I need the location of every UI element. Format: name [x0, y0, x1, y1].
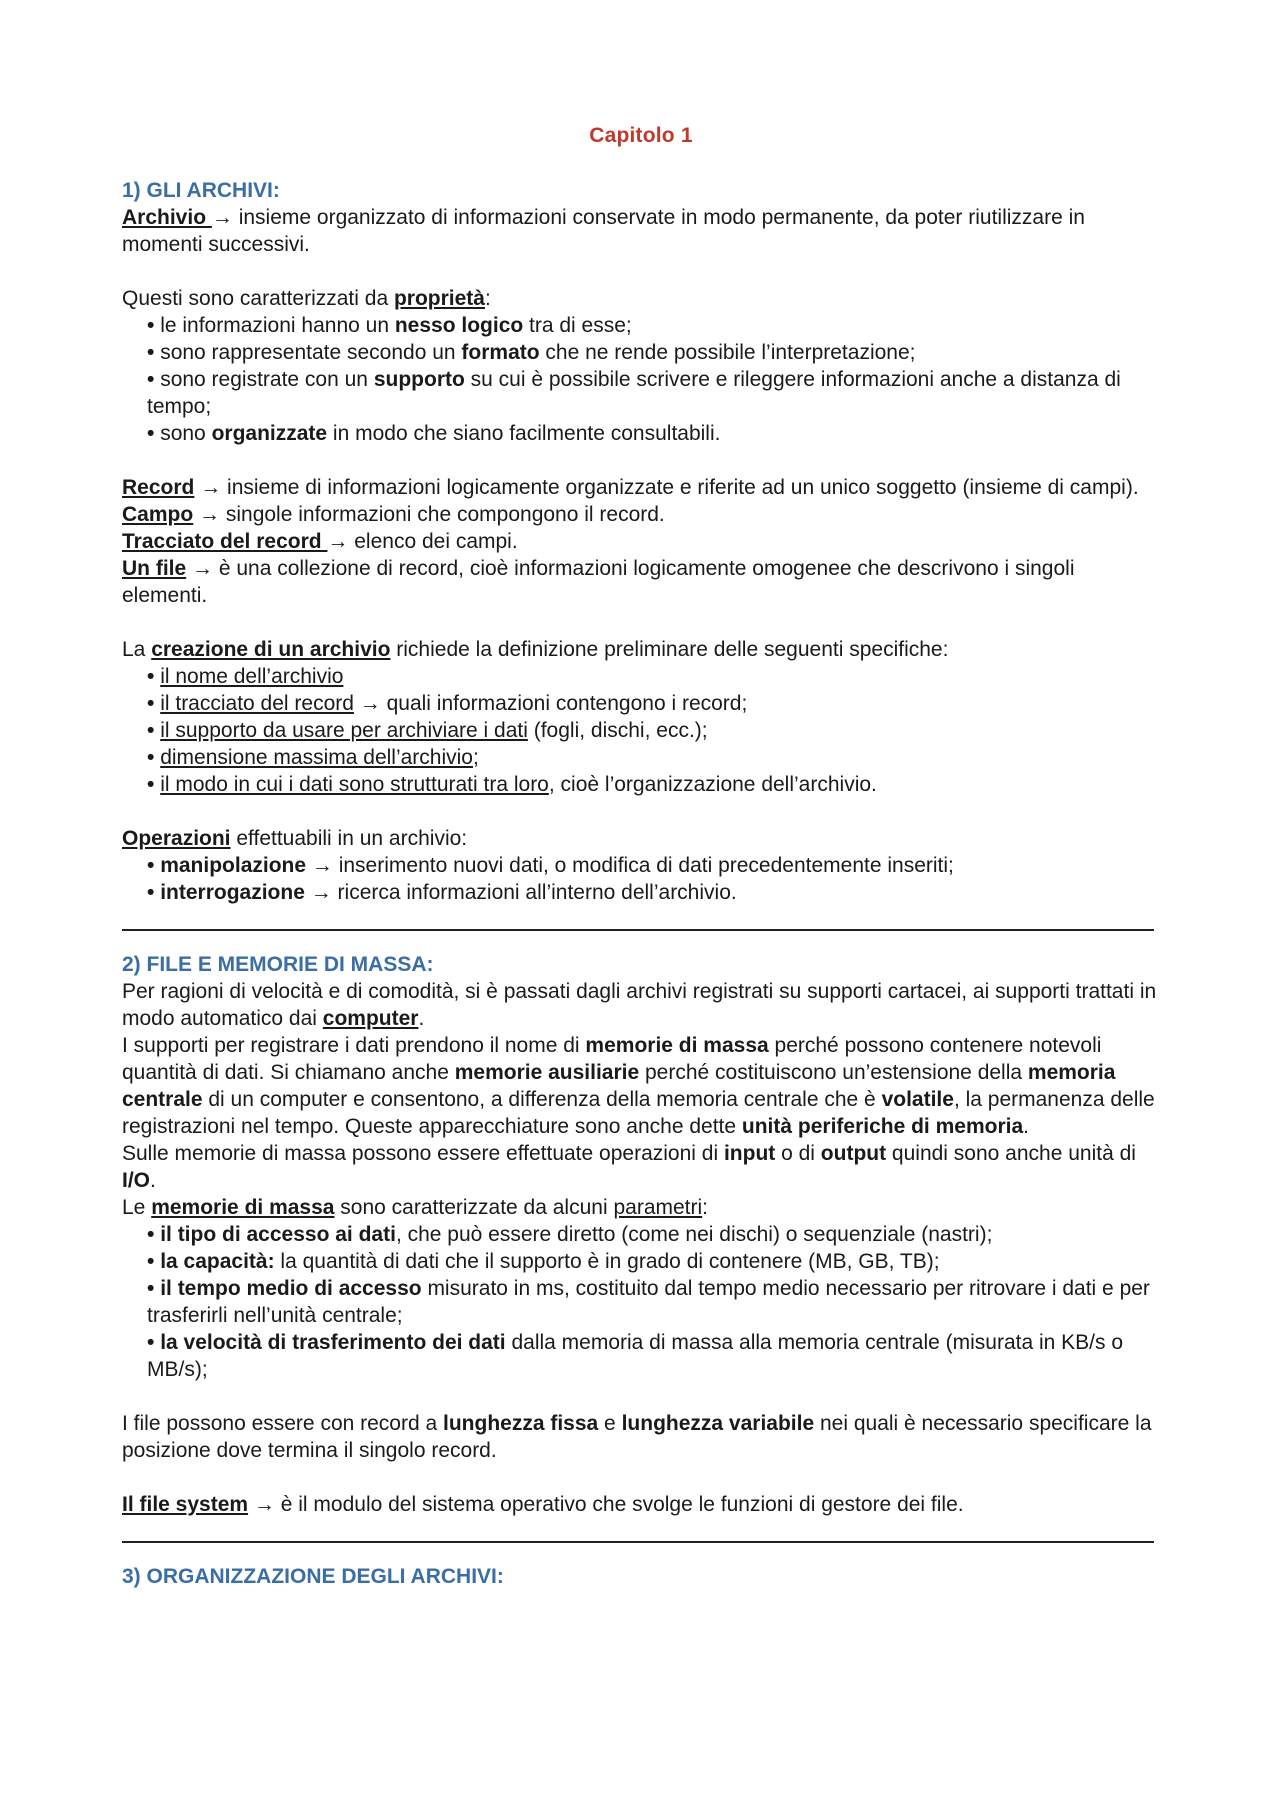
- property-text: sono: [160, 422, 212, 445]
- keyword: unità periferiche di memoria: [741, 1115, 1024, 1138]
- creation-pre: La: [122, 638, 152, 661]
- keyword: lunghezza fissa: [443, 1412, 599, 1435]
- p4-c: sono caratterizzate da alcuni: [334, 1196, 614, 1219]
- file-system-definition: [122, 1491, 1160, 1518]
- term-proprieta: proprietà: [393, 287, 485, 310]
- bullet-glyph: •: [147, 341, 161, 364]
- keyword: I/O: [122, 1169, 151, 1192]
- specification-term: il tracciato del record: [160, 692, 354, 715]
- text-run: Sulle memorie di massa possono essere effettuate operazioni di: [122, 1142, 724, 1165]
- definition-term: Record: [122, 476, 195, 499]
- bullet-glyph: •: [147, 1331, 161, 1354]
- property-text: tra di esse;: [523, 314, 632, 337]
- text-run: I supporti per registrare i dati prendono il nome di: [122, 1034, 586, 1057]
- property-text: che ne rende possibile l’interpretazione;: [539, 341, 916, 364]
- specification-item: [122, 771, 1160, 798]
- parameter-text: dalla memoria di massa alla memoria centrale (misurata in KB/s o MB/s);: [147, 1331, 1124, 1381]
- parameter-item: [122, 1248, 1160, 1275]
- text-run: o di: [775, 1142, 821, 1165]
- bullet-glyph: •: [147, 1223, 161, 1246]
- p4-a: Le: [122, 1196, 152, 1219]
- keyword: volatile: [881, 1088, 954, 1111]
- parameter-item: [122, 1221, 1160, 1248]
- term-file-system: Il file system: [122, 1493, 249, 1516]
- definition-text: → singole informazioni che compongono il record.: [193, 503, 665, 526]
- section-1-title: 1) GLI ARCHIVI:: [122, 179, 280, 202]
- bullet-glyph: •: [147, 368, 161, 391]
- specification-text: , cioè l’organizzazione dell’archivio.: [548, 773, 877, 796]
- text-run: .: [150, 1169, 156, 1192]
- property-keyword: formato: [461, 341, 540, 364]
- section-divider-2: [122, 1541, 1154, 1543]
- term-creazione: creazione di un archivio: [151, 638, 391, 661]
- bullet-glyph: •: [147, 1277, 161, 1300]
- text-run: .: [1023, 1115, 1029, 1138]
- operations-intro: [122, 825, 1160, 852]
- property-item: [122, 339, 1160, 366]
- definition-text: → insieme di informazioni logicamente organizzate e riferite ad un unico soggetto (insieme di campi).: [194, 476, 1139, 499]
- parameter-text: misurato in ms, costituito dal tempo medio necessario per ritrovare i dati e per trasferirli nell’unità centrale;: [147, 1277, 1150, 1327]
- property-keyword: organizzate: [211, 422, 328, 445]
- definition-item: [122, 528, 1160, 555]
- bullet-glyph: •: [147, 314, 161, 337]
- specification-item: [122, 717, 1160, 744]
- section-2-title: 2) FILE E MEMORIE DI MASSA:: [122, 953, 434, 976]
- definition-item: [122, 555, 1160, 609]
- definitions-list: [122, 474, 1160, 609]
- definition-term: Un file: [122, 557, 187, 580]
- parameter-term: la capacità:: [160, 1250, 275, 1273]
- parameter-term: il tipo di accesso ai dati: [160, 1223, 396, 1246]
- operations-post: effettuabili in un archivio:: [230, 827, 468, 850]
- definition-term: Campo: [122, 503, 194, 526]
- term-memorie-di-massa: memorie di massa: [151, 1196, 335, 1219]
- keyword: memorie ausiliarie: [454, 1061, 640, 1084]
- keyword: memorie di massa: [585, 1034, 769, 1057]
- definition-item: [122, 501, 1160, 528]
- operation-text: → ricerca informazioni all’interno dell’archivio.: [304, 881, 737, 904]
- definition-term: Tracciato del record: [122, 530, 328, 553]
- property-text: le informazioni hanno un: [160, 314, 395, 337]
- property-text: su cui è possibile scrivere e rileggere informazioni anche a distanza di tempo;: [147, 368, 1121, 418]
- specifications-list: [122, 663, 1160, 798]
- properties-intro: [122, 285, 1160, 312]
- keyword: input: [723, 1142, 776, 1165]
- specification-item: [122, 663, 1160, 690]
- archivio-definition: [122, 204, 1160, 258]
- text-run: di un computer e consentono, a differenza della memoria centrale che è: [202, 1088, 882, 1111]
- parameter-text: la quantità di dati che il supporto è in grado di contenere (MB, GB, TB);: [274, 1250, 940, 1273]
- property-item: [122, 312, 1160, 339]
- p1-end: .: [418, 1007, 425, 1030]
- text-run: nei quali è necessario specificare la posizione dove termina il singolo record.: [122, 1412, 1152, 1462]
- specification-term: il modo in cui i dati sono strutturati tra loro: [160, 773, 549, 796]
- properties-colon: :: [484, 287, 491, 310]
- parameter-term: la velocità di trasferimento dei dati: [160, 1331, 506, 1354]
- creation-post: richiede la definizione preliminare delle seguenti specifiche:: [390, 638, 949, 661]
- creation-intro: [122, 636, 1160, 663]
- bullet-glyph: •: [147, 422, 161, 445]
- paragraph-4: [122, 1194, 1160, 1221]
- parameter-text: , che può essere diretto (come nei dischi) o sequenziale (nastri);: [395, 1223, 993, 1246]
- operation-item: [122, 879, 1160, 906]
- parameter-item: [122, 1275, 1160, 1329]
- parameters-list: [122, 1221, 1160, 1383]
- parameter-item: [122, 1329, 1160, 1383]
- bullet-glyph: •: [147, 1250, 161, 1273]
- bullet-glyph: •: [147, 881, 161, 904]
- bullet-glyph: •: [147, 665, 161, 688]
- properties-list: [122, 312, 1160, 447]
- text-run: perché possono contenere notevoli quantità di dati. Si chiamano anche: [122, 1034, 1102, 1084]
- text-run: I file possono essere con record a: [122, 1412, 444, 1435]
- specification-item: [122, 744, 1160, 771]
- properties-intro-text: Questi sono caratterizzati da: [122, 287, 394, 310]
- paragraph-5: [122, 1410, 1160, 1464]
- chapter-title: Capitolo 1: [589, 124, 693, 147]
- operations-list: [122, 852, 1160, 906]
- keyword: memoria centrale: [122, 1061, 1116, 1111]
- definition-text: → è una collezione di record, cioè informazioni logicamente omogenee che descrivono i singoli elementi.: [122, 557, 1075, 607]
- specification-text: ;: [472, 746, 479, 769]
- definition-text: → elenco dei campi.: [327, 530, 518, 553]
- bullet-glyph: •: [147, 746, 161, 769]
- specification-term: il nome dell’archivio: [160, 665, 344, 688]
- operation-item: [122, 852, 1160, 879]
- operation-text: → inserimento nuovi dati, o modifica di dati precedentemente inseriti;: [306, 854, 954, 877]
- section-3-title: 3) ORGANIZZAZIONE DEGLI ARCHIVI:: [122, 1565, 504, 1588]
- bullet-glyph: •: [147, 692, 161, 715]
- property-keyword: supporto: [373, 368, 465, 391]
- specification-term: dimensione massima dell’archivio: [160, 746, 473, 769]
- bullet-glyph: •: [147, 854, 161, 877]
- term-computer: computer: [322, 1007, 419, 1030]
- text-run: , la permanenza delle registrazioni nel tempo. Queste apparecchiature sono anche dette: [122, 1088, 1155, 1138]
- specification-term: il supporto da usare per archiviare i dati: [160, 719, 528, 742]
- section-divider: [122, 929, 1154, 931]
- bullet-glyph: •: [147, 773, 161, 796]
- parameter-term: il tempo medio di accesso: [160, 1277, 422, 1300]
- file-system-text: → è il modulo del sistema operativo che svolge le funzioni di gestore dei file.: [248, 1493, 964, 1516]
- term-archivio: Archivio: [122, 206, 212, 229]
- property-keyword: nesso logico: [394, 314, 524, 337]
- operation-term: interrogazione: [160, 881, 305, 904]
- p1-text: Per ragioni di velocità e di comodità, si è passati dagli archivi registrati su supporti cartacei, ai supporti trattati in modo automatico dai: [122, 980, 1157, 1030]
- property-item: [122, 366, 1160, 420]
- specification-text: (fogli, dischi, ecc.);: [527, 719, 708, 742]
- specification-item: [122, 690, 1160, 717]
- property-text: sono rappresentate secondo un: [160, 341, 462, 364]
- property-item: [122, 420, 1160, 447]
- property-text: sono registrate con un: [160, 368, 374, 391]
- text-run: e: [598, 1412, 622, 1435]
- paragraph-1: [122, 978, 1160, 1032]
- text-run: quindi sono anche unità di: [886, 1142, 1136, 1165]
- term-operazioni: Operazioni: [122, 827, 231, 850]
- definition-item: [122, 474, 1160, 501]
- term-parametri: parametri: [613, 1196, 703, 1219]
- archivio-text: → insieme organizzato di informazioni conservate in modo permanente, da poter riutilizzare in momenti successivi.: [122, 206, 1085, 256]
- bullet-glyph: •: [147, 719, 161, 742]
- text-run: perché costituiscono un’estensione della: [639, 1061, 1028, 1084]
- operation-term: manipolazione: [160, 854, 307, 877]
- keyword: lunghezza variabile: [621, 1412, 815, 1435]
- keyword: output: [820, 1142, 887, 1165]
- p4-e: :: [702, 1196, 709, 1219]
- property-text: in modo che siano facilmente consultabili.: [327, 422, 721, 445]
- specification-text: → quali informazioni contengono i record;: [353, 692, 748, 715]
- paragraph-3: [122, 1140, 1160, 1194]
- paragraph-2: [122, 1032, 1160, 1140]
